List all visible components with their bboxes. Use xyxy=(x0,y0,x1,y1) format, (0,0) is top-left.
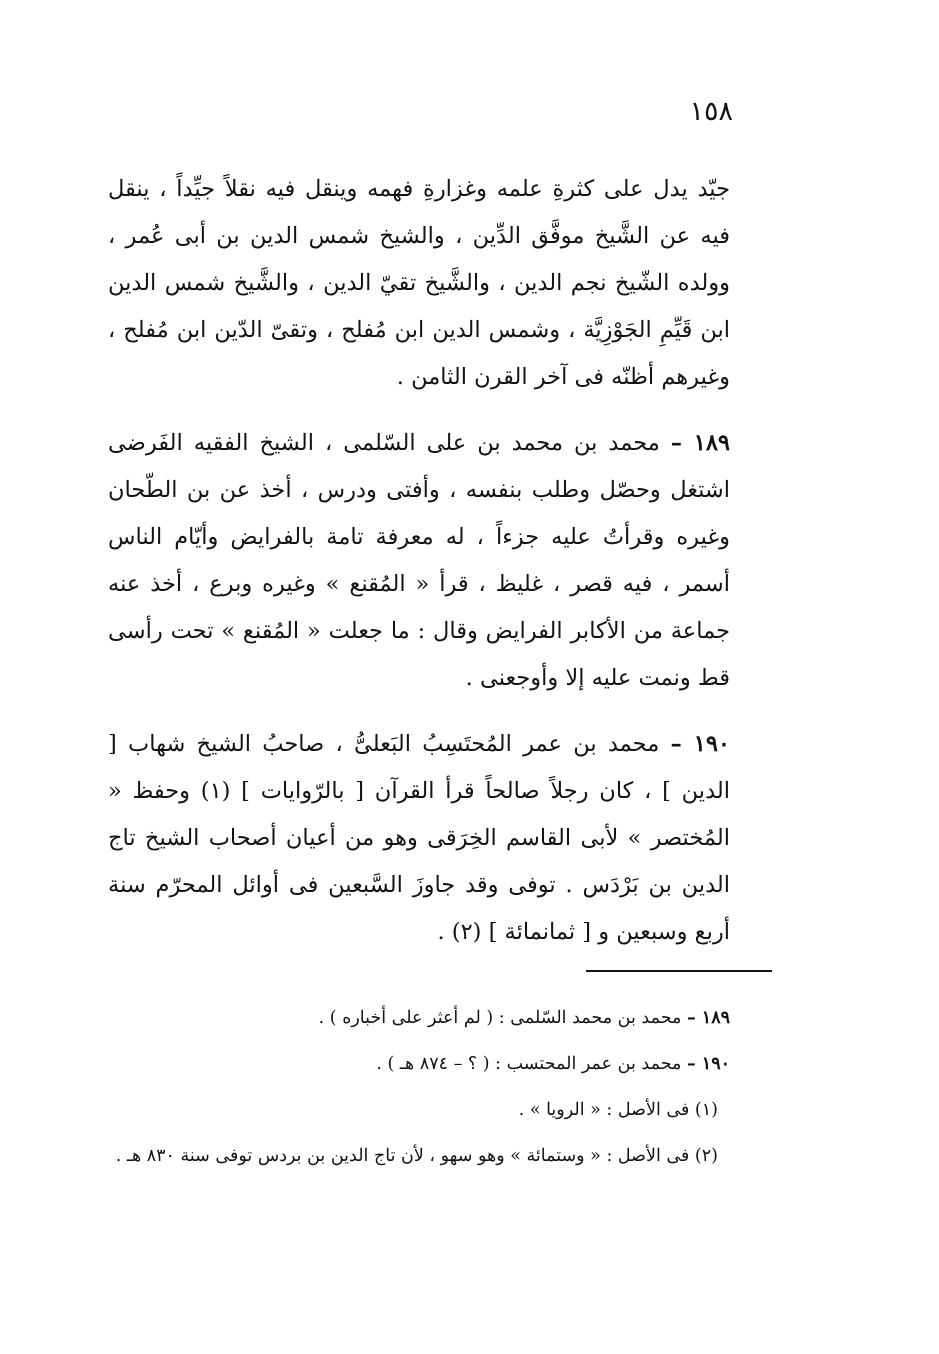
entry-190 xyxy=(108,721,730,956)
footnotes xyxy=(108,1000,730,1184)
footnote-189 xyxy=(108,1000,730,1036)
footnote-number: ١٩٠ – xyxy=(686,1054,730,1074)
footnote-text: محمد بن عمر المحتسب : ( ؟ – ٨٧٤ هـ ) . xyxy=(376,1054,682,1074)
entry-text: محمد بن عمر المُحتَسِبُ البَعلىُّ ، صاحبُ الشيخ شهاب [ الدين ] ، كان رجلاً صالحاً قرأ القرآن [ بالرّوايات ] (١) وحفظ « المُختصر » لأبى القاسم الخِرَقى وهو من أعيان أصحاب الشيخ تاج الدين بن بَرْدَس . توفى وقد جاوزَ السَّبعين فى أوائل المحرّم سنة أربع وسبعين و [ ثمانمائة ] (٢) . xyxy=(108,731,730,945)
footnote-text: (٢) فى الأصل : « وستمائة » وهو سهو ، لأن تاج الدين بن بردس توفى سنة ٨٣٠ هـ . xyxy=(115,1146,718,1166)
footnote-number: ١٨٩ – xyxy=(686,1008,730,1028)
entry-number: ١٩٠ – xyxy=(670,731,730,757)
paragraph xyxy=(108,166,730,401)
footnote-1 xyxy=(108,1092,730,1128)
page-number: ١٥٨ xyxy=(689,96,733,127)
footnote-190 xyxy=(108,1046,730,1082)
footnote-text: (١) فى الأصل : « الرويا » . xyxy=(518,1100,718,1120)
entry-text: محمد بن محمد بن على السّلمى ، الشيخ الفقيه الفَرضى اشتغل وحصّل وطلب بنفسه ، وأفتى ودرس ، أخذ عن بن الطّحان وغيره وقرأتُ عليه جزءاً ، له معرفة تامة بالفرايض وأيّام الناس أسمر ، فيه قصر ، غليظ ، قرأ « المُقنع » وغيره وبرع ، أخذ عنه جماعة من الأكابر الفرايض وقال : ما جعلت « المُقنع » تحت رأسى قط ونمت عليه إلا وأوجعنى . xyxy=(108,430,730,691)
footnote-separator xyxy=(586,970,772,972)
paragraph-text: جيّد يدل على كثرةِ علمه وغزارةِ فهمه وينقل فيه نقلاً جيِّداً ، ينقل فيه عن الشَّيخ موفَّق الدِّين ، والشيخ شمس الدين بن أبى عُمر ، وولده الشّيخ نجم الدين ، والشَّيخ تقيّ الدين ، والشَّيخ شمس الدين ابن قَيِّمِ الجَوْزِيَّة ، وشمس الدين ابن مُفلح ، وتقىّ الدّين ابن مُفلح ، وغيرهم أظنّه فى آخر القرن الثامن . xyxy=(108,176,730,390)
footnote-text: محمد بن محمد السّلمى : ( لم أعثر على أخباره ) . xyxy=(318,1008,682,1028)
entry-189 xyxy=(108,420,730,702)
main-text xyxy=(108,166,730,975)
entry-number: ١٨٩ – xyxy=(670,430,730,456)
footnote-2 xyxy=(108,1138,730,1174)
